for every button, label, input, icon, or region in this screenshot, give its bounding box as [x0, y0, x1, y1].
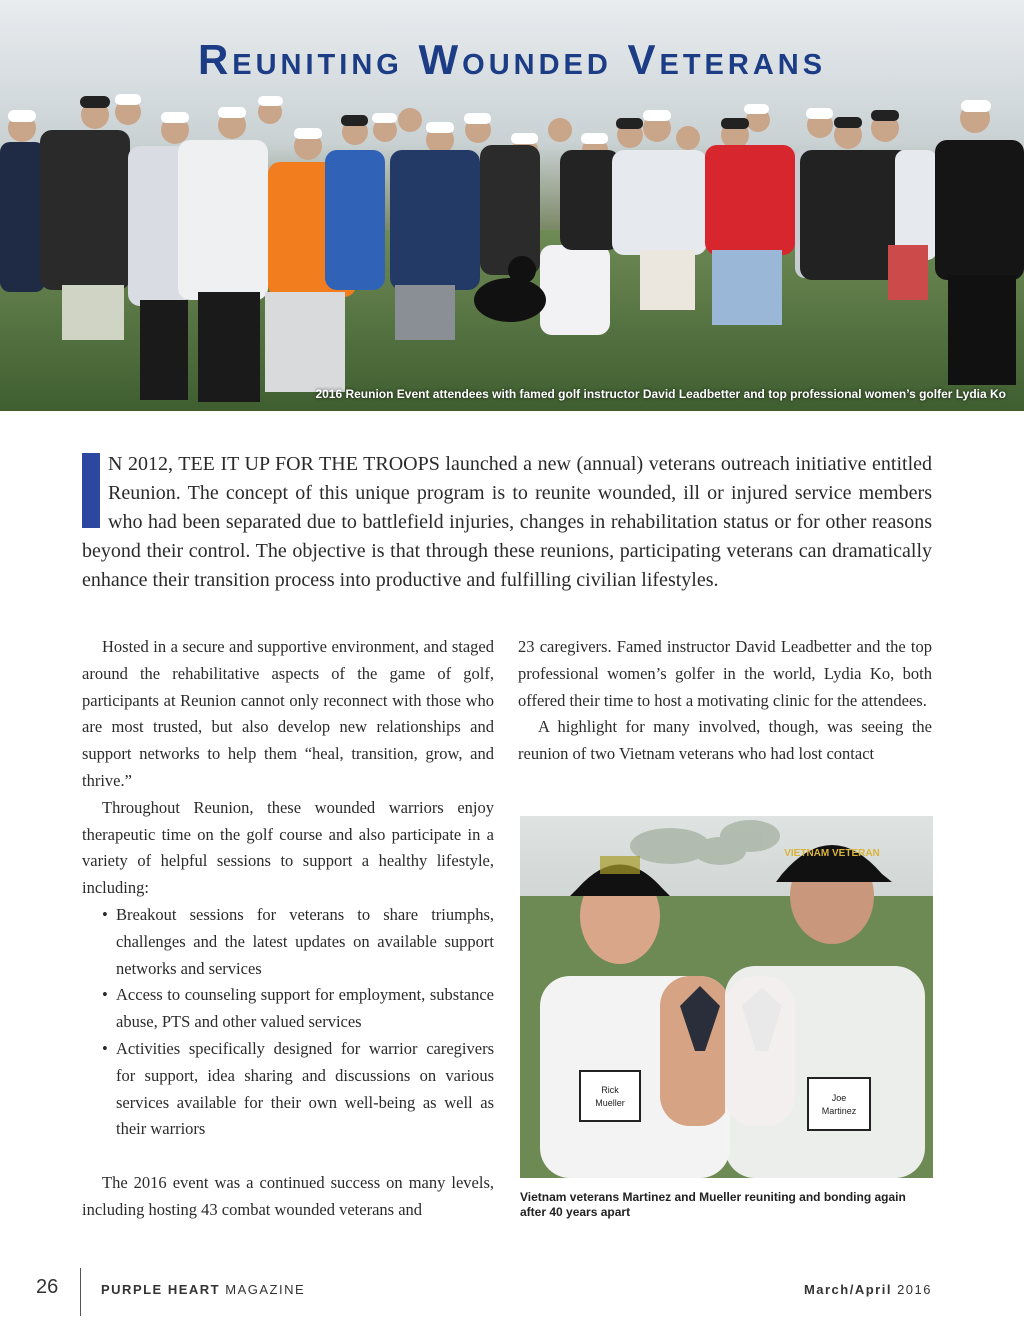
svg-text:Joe: Joe [831, 1093, 847, 1103]
veterans-photo-illustration [520, 816, 933, 1178]
left-column [82, 634, 494, 1224]
magazine-name [101, 1282, 305, 1297]
bullet-item: • Activities specifically designed for warrior caregivers for support, idea sharing and discussions on various services available for their own well-being as well as their warriors [102, 1036, 494, 1143]
bullet-item: • Breakout sessions for veterans to share triumphs, challenges and the latest updates on available support networks and services [102, 902, 494, 982]
issue-year: 2016 [897, 1282, 932, 1297]
footer-divider [80, 1268, 81, 1316]
body-paragraph-3: The 2016 event was a continued success on many levels, including hosting 43 combat wounded veterans and [82, 1173, 494, 1219]
body-paragraph-2: Throughout Reunion, these wounded warriors enjoy therapeutic time on the golf course and also participate in a variety of helpful sessions to support a healthy lifestyle, including: [82, 797, 494, 898]
svg-text:Mueller: Mueller [595, 1098, 625, 1108]
magazine-name-rest: MAGAZINE [225, 1282, 306, 1297]
svg-text:Rick: Rick [601, 1085, 619, 1095]
page-title: Reuniting Wounded Veterans [197, 36, 827, 83]
body-paragraph-4: 23 caregivers. Famed instructor David Leadbetter and the top professional women’s golfer in the world, Lydia Ko, both offered their time to host a motivating clinic for the attendees. [518, 637, 932, 710]
body-paragraph-1: Hosted in a secure and supportive environment, and staged around the rehabilitative aspects of the game of golf, participants at Reunion cannot only reconnect with those who are most trusted, but also develop new relationships and support networks to help them “heal, transition, grow, and thrive.” [82, 637, 494, 790]
magazine-name-bold: PURPLE HEART [101, 1282, 221, 1297]
bullet-list [102, 902, 494, 1143]
inset-photo [520, 816, 933, 1178]
header-photo [0, 0, 1024, 411]
body-paragraph-5: A highlight for many involved, though, was seeing the reunion of two Vietnam veterans who had lost contact [518, 717, 932, 764]
page-number: 26 [36, 1276, 59, 1298]
inset-photo-caption: Vietnam veterans Martinez and Mueller reuniting and bonding again after 40 years apart [520, 1190, 906, 1219]
vietnam-cap-text: VIETNAM VETERAN [784, 848, 880, 859]
issue-month: March/April [803, 1282, 892, 1297]
dropcap: I [82, 453, 100, 528]
lead-paragraph [82, 450, 932, 595]
right-column [518, 634, 932, 768]
issue-date [804, 1282, 932, 1297]
header-photo-caption: 2016 Reunion Event attendees with famed golf instructor David Leadbetter and top professional women’s golfer Lydia Ko [315, 387, 1006, 401]
svg-text:Martinez: Martinez [821, 1106, 857, 1116]
lead-text: N 2012, TEE IT UP FOR THE TROOPS launched a new (annual) veterans outreach initiative entitled Reunion. The concept of this unique program is to reunite wounded, ill or injured service members who had been separated due to battlefield injuries, changes in rehabilitation status or for other reasons beyond their control. The objective is that through these reunions, participating veterans can dramatically enhance their transition process into productive and fulfilling civilian lifestyles. [82, 453, 932, 591]
bullet-item: • Access to counseling support for employment, substance abuse, PTS and other valued services [102, 982, 494, 1036]
